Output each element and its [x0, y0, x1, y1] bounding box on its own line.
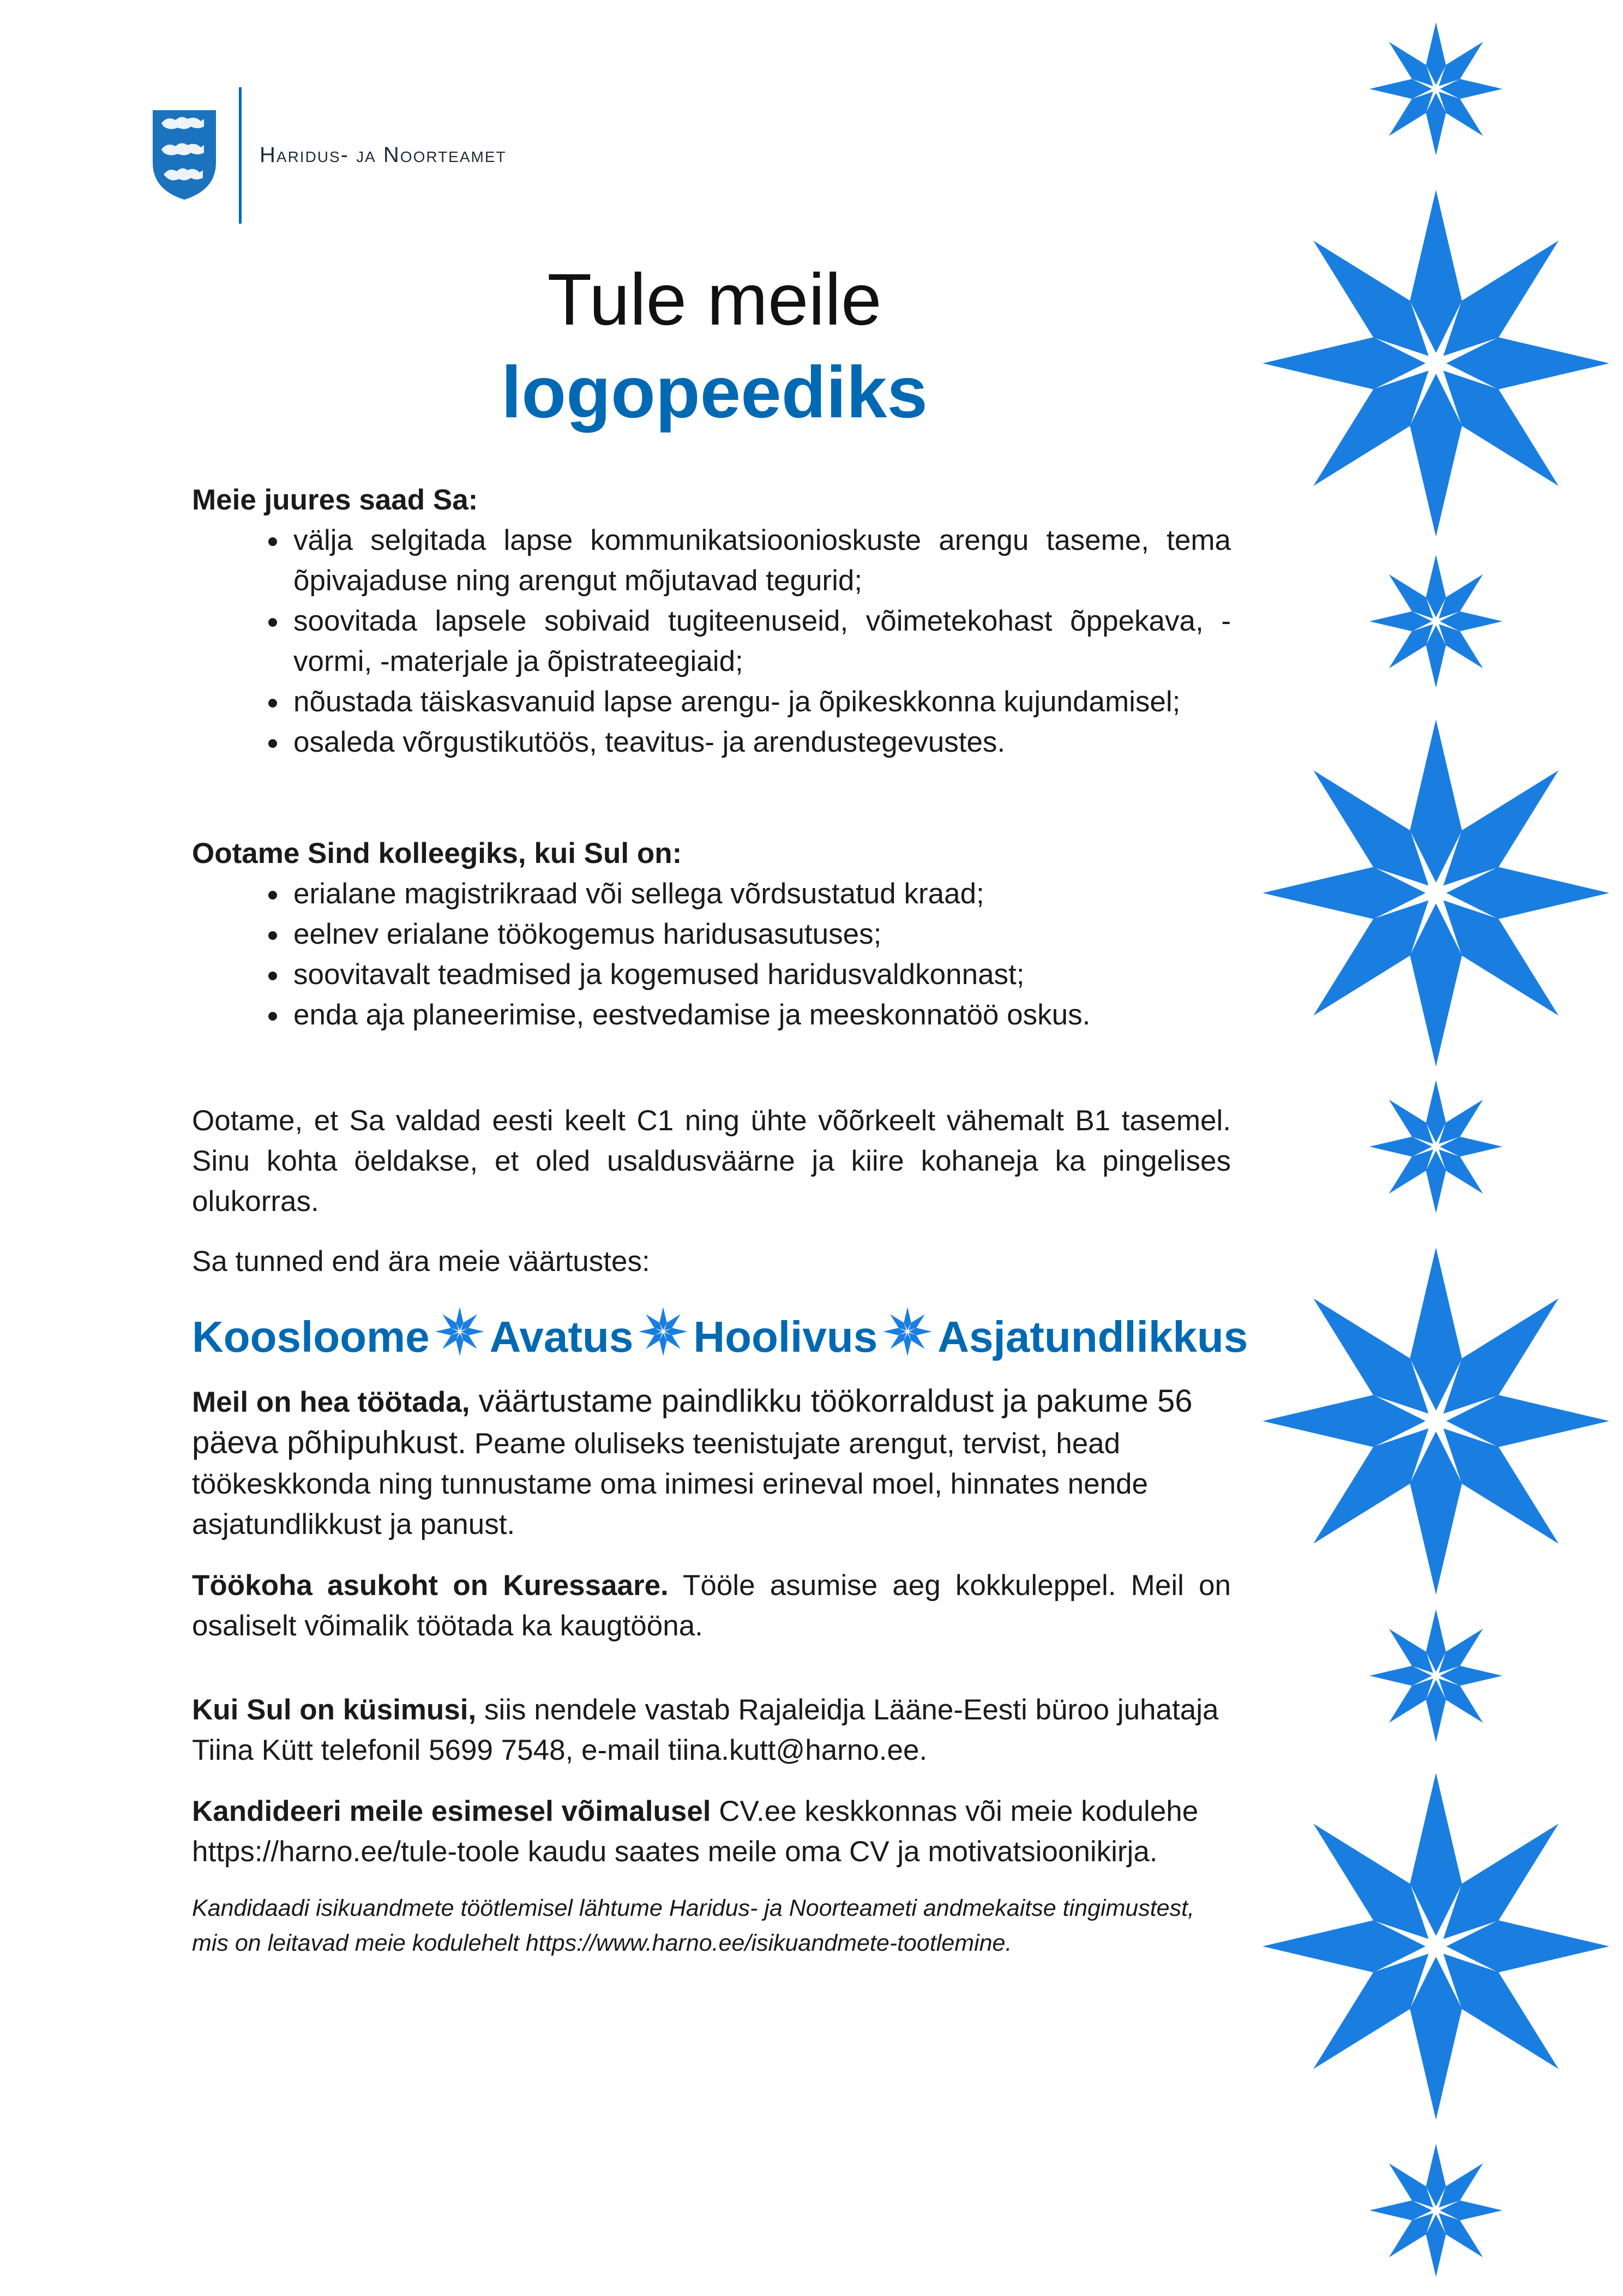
- apply-paragraph: [192, 1791, 1231, 1872]
- snowflake-icon: [1369, 1080, 1502, 1213]
- snowflake-icon: [1369, 2144, 1502, 2277]
- contact-text: siis nendele vastab Rajaleidja Lääne-Eesti büroo juhataja Tiina Kütt telefonil 5699 7548, e-mail tiina.kutt@harno.ee.: [192, 1694, 1219, 1766]
- list-item: • välja selgitada lapse kommunikatsioonioskuste arengu taseme, tema õpivajaduse ning arengut mõjutavad tegurid;: [289, 520, 1231, 601]
- benefits-lead: Meil on hea töötada,: [192, 1386, 470, 1418]
- section2-list: [192, 874, 1231, 1035]
- values-row: [192, 1307, 1248, 1367]
- apply-text: CV.ee keskkonnas või meie kodulehe https://harno.ee/tule-toole kaudu saates meile oma CV ja motivatsioonikirja.: [192, 1795, 1199, 1868]
- list-item: • erialane magistrikraad või sellega võrdsustatud kraad;: [289, 874, 1231, 914]
- section2-heading: Ootame Sind kolleegiks, kui Sul on:: [192, 837, 682, 870]
- org-name: Haridus- ja Noorteamet: [260, 143, 507, 167]
- section1-heading: Meie juures saad Sa:: [192, 484, 478, 516]
- snowflake-icon: [883, 1307, 932, 1356]
- snowflake-icon: [1263, 190, 1609, 537]
- location-paragraph: [192, 1566, 1231, 1646]
- list-item: • eelnev erialane töökogemus haridusasutuses;: [289, 914, 1231, 955]
- snowflake-icon: [1263, 720, 1609, 1066]
- section1-list: [192, 520, 1231, 763]
- snowflake-icon: [1369, 22, 1502, 155]
- requirements-text: Ootame, et Sa valdad eesti keelt C1 ning ühte võõrkeelt vähemalt B1 tasemel. Sinu kohta öeldakse, et oled usaldusväärne ja kiire kohaneja ka pingelises olukorras.: [192, 1105, 1231, 1218]
- list-item: • nõustada täiskasvanuid lapse arengu- ja õpikeskkonna kujundamisel;: [289, 682, 1231, 722]
- benefits-text: Peame oluliseks teenistujate arengut, tervist, head töökeskkonda ning tunnustame oma inimesi erineval moel, hinnates nende asjatundlikkust ja panust.: [192, 1428, 1149, 1540]
- values-intro: Sa tunned end ära meie väärtustes:: [192, 1245, 650, 1278]
- apply-lead: Kandideeri meile esimesel võimalusel: [192, 1795, 711, 1827]
- privacy-note: Kandidaadi isikuandmete töötlemisel lähtume Haridus- ja Noorteameti andmekaitse tingimustest, mis on leitavad meie kodulehelt https://www.harno.ee/isikuandmete-tootlemine.: [192, 1895, 1194, 1956]
- benefits-large-text: väärtustame paindlikku töökorraldust ja pakume 56 päeva põhipuhkust.: [192, 1383, 1193, 1460]
- list-item: • soovitada lapsele sobivaid tugiteenuseid, võimetekohast õppekava, -vormi, -materjale ja õpistrateegiaid;: [289, 601, 1231, 682]
- benefits-paragraph: [192, 1381, 1231, 1545]
- coat-of-arms-icon: [151, 108, 218, 202]
- value-hoolivus: Hoolivus: [693, 1312, 878, 1361]
- contact-lead: Kui Sul on küsimusi,: [192, 1694, 477, 1726]
- list-item: • osaleda võrgustikutöös, teavitus- ja arendustegevustes.: [289, 722, 1231, 763]
- title-line-2: logopeediks: [501, 352, 928, 433]
- location-lead: Töökoha asukoht on Kuressaare.: [192, 1569, 669, 1602]
- snowflake-icon: [1369, 1609, 1502, 1742]
- list-item: • soovitavalt teadmised ja kogemused haridusvaldkonnast;: [289, 955, 1231, 995]
- snowflake-icon: [1263, 1773, 1609, 2120]
- contact-paragraph: [192, 1690, 1231, 1771]
- title-line-1: Tule meile: [547, 259, 882, 340]
- location-text: Tööle asumise aeg kokkuleppel. Meil on osaliselt võimalik töötada ka kaugtööna.: [192, 1569, 1231, 1642]
- snowflake-icon: [1369, 555, 1502, 688]
- list-item: • enda aja planeerimise, eestvedamise ja meeskonnatöö oskus.: [289, 995, 1231, 1035]
- value-asjatundlikkus: Asjatundlikkus: [937, 1312, 1248, 1361]
- value-avatus: Avatus: [489, 1312, 634, 1361]
- snowflake-icon: [435, 1307, 484, 1356]
- snowflake-icon: [1263, 1248, 1609, 1594]
- job-ad-body: [192, 480, 1248, 1961]
- snowflake-column: [1249, 0, 1623, 2296]
- logo-divider: [239, 87, 242, 224]
- snowflake-icon: [639, 1307, 688, 1356]
- value-koosloome: Koosloome: [192, 1312, 430, 1361]
